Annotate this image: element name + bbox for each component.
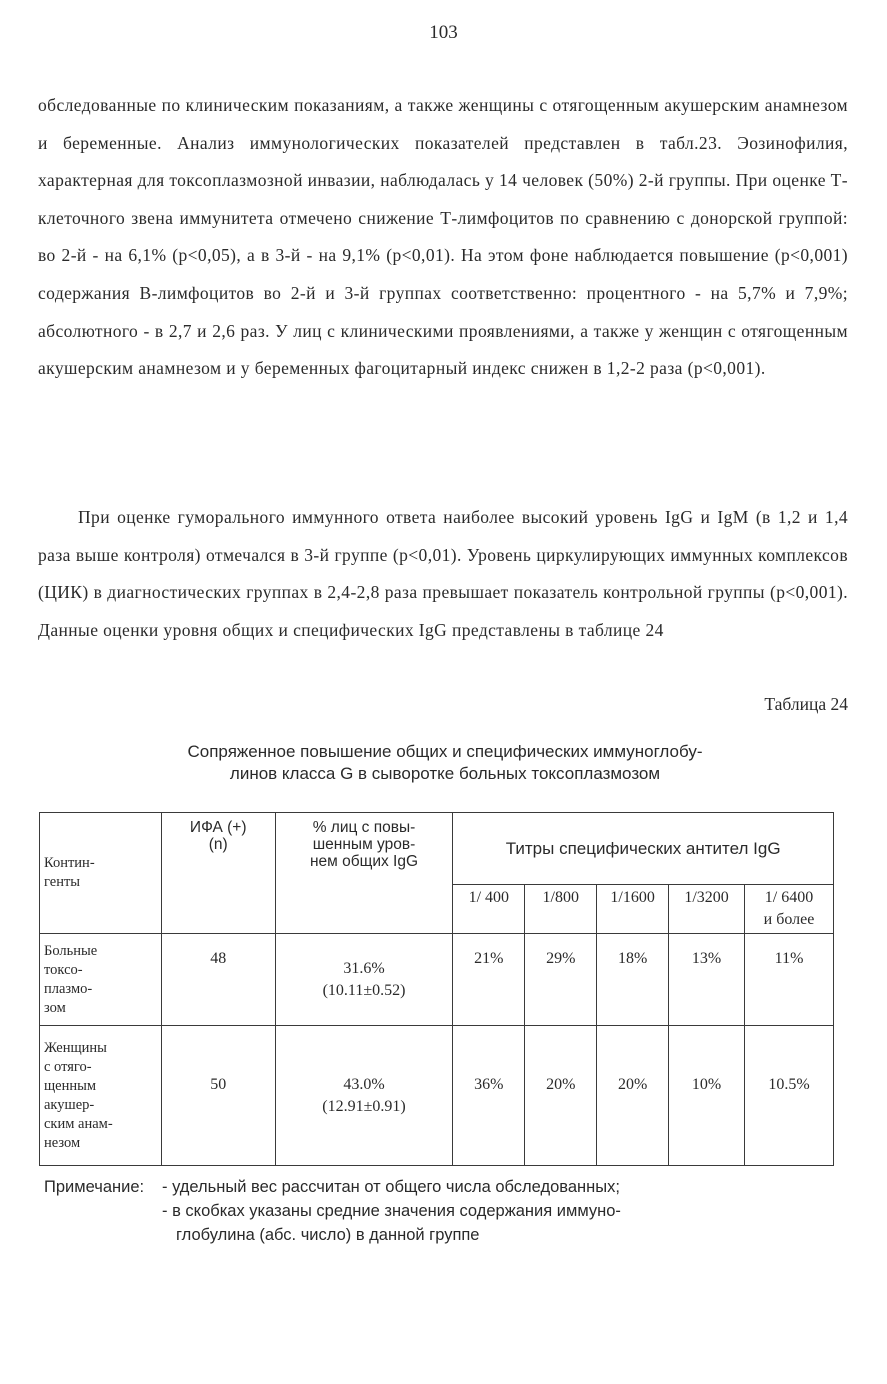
header-titre-3200: 1/3200 — [669, 885, 745, 934]
note-line-1-text: - удельный вес рассчитан от общего числа обследованных; — [162, 1178, 620, 1196]
caption-line-2: линов класса G в сыворотке больных токсоплазмозом — [229, 764, 661, 783]
paragraph-1: обследованные по клиническим показаниям, а также женщины с отягощенным акушерским анамнезом и беременные. Анализ иммунологических показателей представлен в табл.23. Эозинофилия, характерная для токсоплазмозной инвазии, наблюдалась у 14 человек (50%) 2-й группы. При оценке Т-клеточного звена иммунитета отмечено снижение Т-лимфоцитов по сравнению с донорской группой: во 2-й - на 6,1% (p<0,05), а в 3-й - на 9,1% (p<0,01). На этом фоне наблюдается повышение (p<0,001) содержания В-лимфоцитов во 2-й и 3-й группах соответственно: процентного - на 5,7% и 7,9%; абсолютного - в 2,7 и 2,6 раз. У лиц с клиническими проявлениями, а также у женщин с отягощенным акушерским анамнезом и у беременных фагоцитарный индекс снижен в 1,2-2 раза (p<0,001). — [38, 95, 848, 379]
header-percent-line-2: шенным уров- — [312, 836, 416, 853]
note-line-3: глобулина (абс. число) в данной группе — [176, 1226, 480, 1244]
row-1-mean-value: (10.11±0.52) — [322, 981, 406, 999]
row-1-group-line-4: зом — [44, 999, 66, 1016]
header-percent-line-1: % лиц с повы- — [312, 819, 416, 836]
page-number: 103 — [429, 22, 458, 43]
row-1-group-line-2: токсо- — [44, 961, 83, 978]
row-2-n: 50 — [161, 1026, 275, 1166]
row-2-percent — [275, 1026, 453, 1166]
header-contingents-line-2: генты — [44, 874, 81, 890]
row-1-percent — [275, 934, 453, 1026]
row-2-titre-6400: 10.5% — [745, 1026, 834, 1166]
table-caption — [40, 741, 850, 785]
header-ifa-line-1: ИФА (+) — [189, 819, 247, 836]
header-row-1 — [40, 813, 834, 885]
table-note — [44, 1175, 621, 1247]
row-2-group-line-5: ским анам- — [44, 1115, 113, 1132]
row-2-titre-400: 36% — [453, 1026, 525, 1166]
header-titre-6400 — [745, 885, 834, 934]
header-percent — [275, 813, 453, 934]
caption-line-1: Сопряженное повышение общих и специфических иммуноглобу- — [187, 742, 703, 761]
row-1-percent-value: 31.6% — [343, 959, 385, 977]
header-percent-line-3: нем общих IgG — [309, 853, 419, 870]
header-contingents-line-1: Контин- — [44, 855, 95, 871]
header-titre-6400-line-1: 1/ 6400 — [764, 889, 814, 906]
row-1-group-line-3: плазмо- — [44, 980, 93, 997]
header-titre-6400-line-2: и более — [763, 911, 815, 928]
row-1-titre-6400: 11% — [745, 934, 834, 1026]
data-table — [39, 812, 834, 1166]
row-2-titre-800: 20% — [525, 1026, 597, 1166]
row-2-group — [40, 1026, 162, 1166]
table-row — [40, 1026, 834, 1166]
header-titre-400: 1/ 400 — [453, 885, 525, 934]
row-2-mean-value: (12.91±0.91) — [322, 1098, 406, 1115]
row-2-group-line-3: щенным — [44, 1077, 97, 1094]
note-line-1 — [44, 1175, 621, 1199]
note-label: Примечание: — [44, 1178, 145, 1196]
row-1-group-line-1: Больные — [44, 942, 98, 959]
row-2-group-line-4: акушер- — [44, 1096, 95, 1113]
header-ifa-line-2: (n) — [208, 836, 228, 853]
header-ifa — [161, 813, 275, 934]
row-1-titre-800: 29% — [525, 934, 597, 1026]
row-2-titre-3200: 10% — [669, 1026, 745, 1166]
table-row — [40, 934, 834, 1026]
header-titres: Титры специфических антител IgG — [453, 813, 834, 885]
header-titre-1600: 1/1600 — [597, 885, 669, 934]
header-contingents — [40, 813, 162, 934]
header-titre-800: 1/800 — [525, 885, 597, 934]
table-label: Таблица 24 — [764, 694, 848, 714]
row-2-group-line-1: Женщины — [44, 1039, 107, 1056]
row-1-titre-400: 21% — [453, 934, 525, 1026]
row-2-titre-1600: 20% — [597, 1026, 669, 1166]
paragraph-2-text: При оценке гуморального иммунного ответа наиболее высокий уровень IgG и IgM (в 1,2 и 1,4 раза выше контроля) отмечался в 3-й группе (p<0,01). Уровень циркулирующих иммунных комплексов (ЦИК) в диагностических группах в 2,4-2,8 раза превышает показатель контрольной группы (p<0,001). Данные оценки уровня общих и специфических IgG представлены в таблице 24 — [38, 507, 848, 640]
row-1-n: 48 — [161, 934, 275, 1026]
row-2-percent-value: 43.0% — [343, 1076, 385, 1093]
paragraph-2 — [38, 499, 848, 649]
row-1-titre-1600: 18% — [597, 934, 669, 1026]
row-2-group-line-2: с отяго- — [44, 1058, 92, 1075]
note-line-2: - в скобках указаны средние значения содержания иммуно- — [162, 1202, 621, 1220]
row-1-titre-3200: 13% — [669, 934, 745, 1026]
row-1-group — [40, 934, 162, 1026]
row-2-group-line-6: незом — [44, 1134, 81, 1151]
